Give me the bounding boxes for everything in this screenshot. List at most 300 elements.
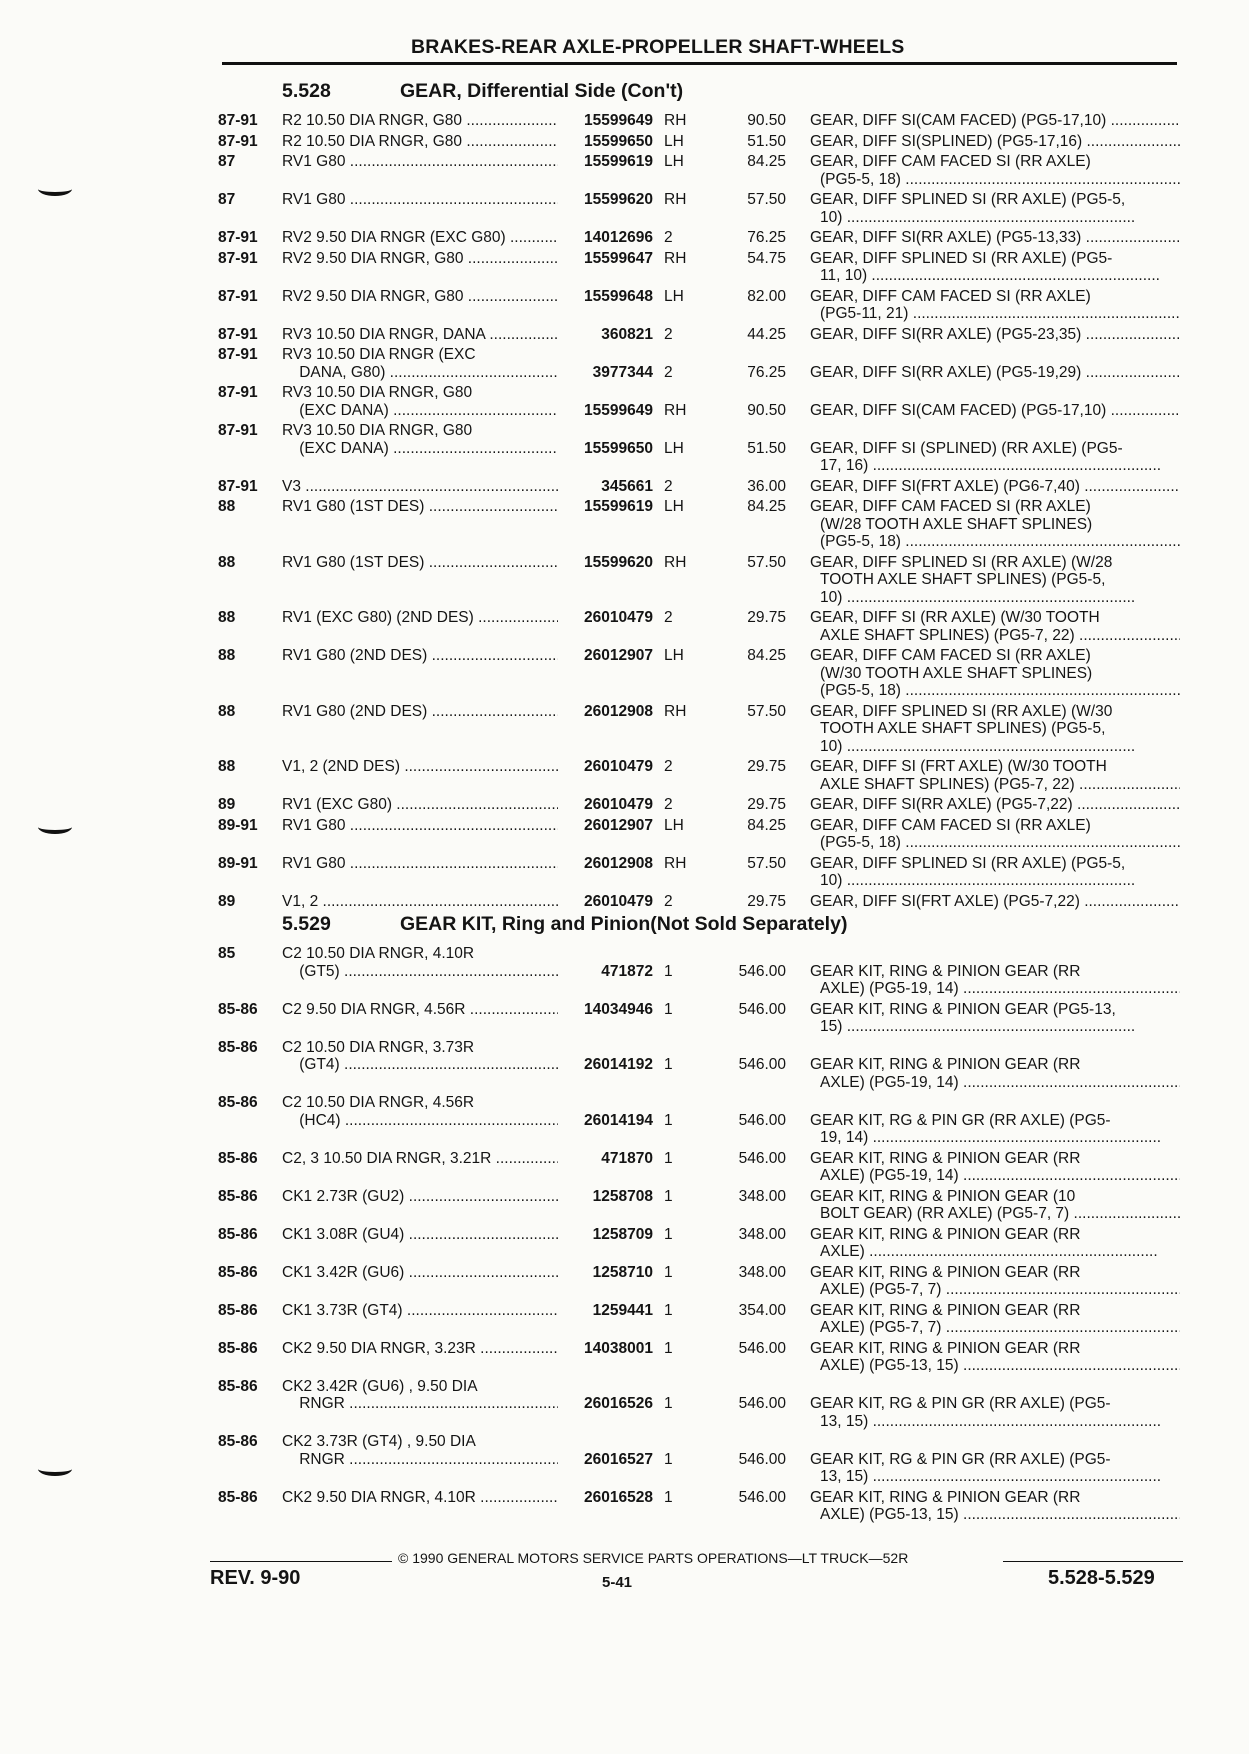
part-number: 360821 <box>601 325 653 343</box>
part-description <box>810 963 1180 998</box>
model-text: RV3 10.50 DIA RNGR, G80 <box>282 422 473 439</box>
footer-page-number: 5-41 <box>602 1574 633 1591</box>
quantity: RH <box>664 191 687 208</box>
part-description <box>810 817 1180 852</box>
price: 57.50 <box>747 702 786 720</box>
model-text: R2 10.50 DIA RNGR, G80 ..... <box>282 112 558 129</box>
description-line: GEAR KIT, RG & PIN GR (RR AXLE) (PG5- <box>810 1111 1111 1129</box>
model-text: RV3 10.50 DIA RNGR, G80 <box>282 384 473 401</box>
price: 57.50 <box>747 854 786 872</box>
part-description <box>810 112 1180 130</box>
quantity: 2 <box>664 477 673 495</box>
section-number: 5.528 <box>282 80 331 102</box>
part-description <box>810 1056 1180 1091</box>
part-description <box>810 893 1180 911</box>
description-line: (PG5-11, 21) ..... <box>810 305 1180 323</box>
description-line: GEAR, DIFF CAM FACED SI (RR AXLE) <box>810 153 1091 170</box>
quantity: 1 <box>664 1056 673 1073</box>
quantity: 1 <box>664 1301 673 1319</box>
model-text: V1, 2 (2ND DES) ..... <box>282 758 558 775</box>
part-number: 1258709 <box>592 1225 653 1243</box>
model-year: 87-91 <box>218 287 258 305</box>
part-description <box>810 758 1180 793</box>
part-description <box>810 1150 1180 1185</box>
part-number: 26010479 <box>584 796 653 813</box>
part-description <box>810 647 1180 700</box>
model-text: RV1 (EXC G80) ..... <box>282 796 558 813</box>
model-text: CK1 3.08R (GU4) ..... <box>282 1226 558 1243</box>
part-number: 471872 <box>601 962 653 980</box>
description-line: GEAR, DIFF SI(CAM FACED) (PG5-17,10) ..... <box>810 402 1180 420</box>
description-line: GEAR KIT, RING & PINION GEAR (RR <box>810 1339 1081 1357</box>
description-line: 10) ..... <box>810 589 1180 607</box>
model-year: 87-91 <box>218 229 258 246</box>
description-line: GEAR, DIFF SI(RR AXLE) (PG5-19,29) ..... <box>810 364 1180 382</box>
footer-revision: REV. 9-90 <box>210 1567 301 1589</box>
part-number: 15599647 <box>584 249 653 267</box>
model-year: 87-91 <box>218 384 258 401</box>
quantity: 1 <box>664 1187 673 1205</box>
part-description <box>810 191 1180 226</box>
description-line: AXLE) (PG5-19, 14) ..... <box>810 1167 1180 1185</box>
part-number: 26014192 <box>584 1056 653 1073</box>
description-line: AXLE) (PG5-13, 15) ..... <box>810 1357 1180 1375</box>
part-description <box>810 1451 1180 1486</box>
model-text: DANA, G80) ..... <box>282 364 558 381</box>
description-line: GEAR KIT, RG & PIN GR (RR AXLE) (PG5- <box>810 1450 1111 1468</box>
price: 54.75 <box>747 249 786 267</box>
description-line: GEAR, DIFF SI(SPLINED) (PG5-17,16) ..... <box>810 133 1180 151</box>
model-year: 89 <box>218 892 236 910</box>
model-year: 87-91 <box>218 325 258 343</box>
part-description <box>810 1489 1180 1524</box>
description-line: GEAR, DIFF SI(RR AXLE) (PG5-23,35) ..... <box>810 326 1180 344</box>
model-year: 85-86 <box>218 1225 258 1243</box>
part-number: 14012696 <box>584 229 653 246</box>
model-text: CK2 3.42R (GU6) , 9.50 DIA <box>282 1377 478 1395</box>
model-text: RV3 10.50 DIA RNGR, DANA ..... <box>282 326 558 343</box>
model-year: 85-86 <box>218 1488 258 1506</box>
description-line: GEAR KIT, RING & PINION GEAR (RR <box>810 1488 1081 1506</box>
part-number: 1258710 <box>592 1263 653 1281</box>
model-year: 88 <box>218 647 236 664</box>
model-year: 85-86 <box>218 1263 258 1281</box>
price: 82.00 <box>747 287 786 305</box>
description-line: GEAR KIT, RING & PINION GEAR (PG5-13, <box>810 1000 1116 1018</box>
description-line: 10) ..... <box>810 872 1180 890</box>
price: 546.00 <box>738 1000 786 1018</box>
price: 51.50 <box>747 439 786 457</box>
description-line: GEAR KIT, RING & PINION GEAR (RR <box>810 1225 1081 1243</box>
price: 36.00 <box>747 477 786 495</box>
price: 348.00 <box>738 1187 786 1205</box>
quantity: LH <box>664 153 684 170</box>
description-line: GEAR KIT, RING & PINION GEAR (RR <box>810 1149 1081 1167</box>
description-line: 19, 14) ..... <box>810 1129 1180 1147</box>
description-line: (PG5-5, 18) ..... <box>810 171 1180 189</box>
model-text: CK1 2.73R (GU2) ..... <box>282 1188 558 1205</box>
part-number: 15599619 <box>584 498 653 515</box>
model-text: V3 ..... <box>282 478 558 495</box>
part-description <box>810 1395 1180 1430</box>
quantity: RH <box>664 401 687 419</box>
model-text: RV1 G80 ..... <box>282 191 558 208</box>
description-line: GEAR, DIFF SI(CAM FACED) (PG5-17,10) ..... <box>810 112 1180 130</box>
quantity: LH <box>664 647 684 664</box>
description-line: AXLE SHAFT SPLINES) (PG5-7, 22) ..... <box>810 776 1180 794</box>
description-line: GEAR, DIFF SPLINED SI (RR AXLE) (PG5- <box>810 249 1113 267</box>
model-text: C2, 3 10.50 DIA RNGR, 3.21R ..... <box>282 1150 558 1167</box>
part-number: 15599650 <box>584 439 653 457</box>
part-description <box>810 1264 1180 1299</box>
model-text: C2 10.50 DIA RNGR, 4.56R <box>282 1094 475 1111</box>
description-line: GEAR KIT, RG & PIN GR (RR AXLE) (PG5- <box>810 1395 1111 1412</box>
model-year: 87 <box>218 153 236 170</box>
model-year: 87-91 <box>218 249 258 267</box>
quantity: 1 <box>664 1488 673 1506</box>
description-line: GEAR, DIFF SI (SPLINED) (RR AXLE) (PG5- <box>810 439 1123 457</box>
description-line: GEAR KIT, RING & PINION GEAR (RR <box>810 1301 1081 1319</box>
description-line: BOLT GEAR) (RR AXLE) (PG5-7, 7) ..... <box>810 1205 1180 1223</box>
model-year: 87-91 <box>218 477 258 495</box>
part-number: 15599620 <box>584 191 653 208</box>
model-year: 85-86 <box>218 1038 258 1056</box>
part-number: 14034946 <box>584 1000 653 1018</box>
part-description <box>810 133 1180 151</box>
model-text: C2 10.50 DIA RNGR, 3.73R <box>282 1038 475 1056</box>
binder-mark <box>38 182 72 196</box>
price: 57.50 <box>747 191 786 208</box>
description-line: GEAR KIT, RING & PINION GEAR (RR <box>810 1056 1081 1073</box>
model-line <box>282 1039 558 1057</box>
part-description <box>810 1001 1180 1036</box>
quantity: LH <box>664 498 684 515</box>
model-text: RV2 9.50 DIA RNGR, G80 ..... <box>282 288 558 305</box>
description-line: GEAR, DIFF SI(FRT AXLE) (PG6-7,40) ..... <box>810 478 1180 496</box>
section-title <box>282 80 683 103</box>
quantity: RH <box>664 249 687 267</box>
quantity: 2 <box>664 758 673 775</box>
model-text: (EXC DANA) ..... <box>282 402 558 419</box>
quantity: 2 <box>664 609 673 626</box>
price: 546.00 <box>738 1149 786 1167</box>
quantity: 2 <box>664 796 673 813</box>
part-number: 15599648 <box>584 287 653 305</box>
model-year: 89-91 <box>218 816 258 834</box>
model-text: CK2 9.50 DIA RNGR, 4.10R ..... <box>282 1489 558 1506</box>
quantity: 1 <box>664 1339 673 1357</box>
quantity: LH <box>664 287 684 305</box>
model-line <box>282 945 558 963</box>
model-text: C2 9.50 DIA RNGR, 4.56R ..... <box>282 1001 558 1018</box>
description-line: 13, 15) ..... <box>810 1468 1180 1486</box>
description-line: GEAR, DIFF SPLINED SI (RR AXLE) (W/28 <box>810 553 1113 571</box>
part-number: 26012908 <box>584 854 653 872</box>
description-line: GEAR, DIFF SI(FRT AXLE) (PG5-7,22) ..... <box>810 893 1180 911</box>
model-text: (EXC DANA) ..... <box>282 440 558 457</box>
part-description <box>810 440 1180 475</box>
part-description <box>810 1340 1180 1375</box>
model-text: RV1 G80 ..... <box>282 153 558 170</box>
part-number: 15599619 <box>584 153 653 170</box>
description-line: 15) ..... <box>810 1018 1180 1036</box>
part-description <box>810 402 1180 420</box>
description-line: AXLE) ..... <box>810 1243 1180 1261</box>
quantity: 2 <box>664 229 673 246</box>
part-description <box>810 1302 1180 1337</box>
description-line: AXLE) (PG5-7, 7) ..... <box>810 1281 1180 1299</box>
model-year: 85-86 <box>218 1377 258 1395</box>
model-text: R2 10.50 DIA RNGR, G80 ..... <box>282 133 558 150</box>
part-number: 15599649 <box>584 401 653 419</box>
model-year: 88 <box>218 609 236 626</box>
part-number: 26014194 <box>584 1111 653 1129</box>
part-number: 15599650 <box>584 132 653 150</box>
section-heading: GEAR, Differential Side (Con't) <box>400 80 684 102</box>
part-number: 15599620 <box>584 553 653 571</box>
part-number: 26012908 <box>584 702 653 720</box>
part-description <box>810 498 1180 551</box>
price: 546.00 <box>738 1111 786 1129</box>
description-line: GEAR KIT, RING & PINION GEAR (RR <box>810 962 1081 980</box>
price: 84.25 <box>747 647 786 664</box>
part-description <box>810 153 1180 188</box>
part-description <box>810 554 1180 607</box>
part-description <box>810 478 1180 496</box>
description-line: AXLE) (PG5-19, 14) ..... <box>810 1074 1180 1092</box>
model-text: RV1 G80 (2ND DES) ..... <box>282 703 558 720</box>
model-text: V1, 2 ..... <box>282 893 558 910</box>
description-line: AXLE) (PG5-19, 14) ..... <box>810 980 1180 998</box>
description-line: GEAR, DIFF CAM FACED SI (RR AXLE) <box>810 498 1091 515</box>
description-line: GEAR, DIFF SPLINED SI (RR AXLE) (W/30 <box>810 702 1113 720</box>
description-line: TOOTH AXLE SHAFT SPLINES) (PG5-5, <box>820 720 1106 737</box>
model-year: 87 <box>218 191 236 208</box>
price: 546.00 <box>738 1395 786 1412</box>
price: 76.25 <box>747 363 786 381</box>
part-number: 26012907 <box>584 647 653 664</box>
part-number: 345661 <box>601 477 653 495</box>
part-number: 471870 <box>601 1149 653 1167</box>
part-description <box>810 855 1180 890</box>
binder-mark <box>38 820 72 834</box>
price: 84.25 <box>747 153 786 170</box>
description-line: GEAR KIT, RING & PINION GEAR (RR <box>810 1263 1081 1281</box>
price: 57.50 <box>747 553 786 571</box>
model-text: RV2 9.50 DIA RNGR (EXC G80) ..... <box>282 229 558 246</box>
price: 29.75 <box>747 758 786 775</box>
model-text: (HC4) ..... <box>282 1112 558 1129</box>
description-line: TOOTH AXLE SHAFT SPLINES) (PG5-5, <box>820 571 1106 588</box>
part-description <box>810 1188 1180 1223</box>
model-line <box>282 1378 558 1396</box>
price: 546.00 <box>738 1488 786 1506</box>
header-rule <box>222 62 1177 65</box>
model-text: RV1 G80 ..... <box>282 817 558 834</box>
part-number: 15599649 <box>584 112 653 129</box>
model-text: RV1 (EXC G80) (2ND DES) ..... <box>282 609 558 626</box>
quantity: 1 <box>664 1395 673 1412</box>
quantity: 2 <box>664 892 673 910</box>
description-line: GEAR, DIFF SPLINED SI (RR AXLE) (PG5-5, <box>810 191 1126 208</box>
part-number: 26016528 <box>584 1488 653 1506</box>
model-text: (GT4) ..... <box>282 1056 558 1073</box>
section-number: 5.529 <box>282 913 331 935</box>
description-line: GEAR, DIFF CAM FACED SI (RR AXLE) <box>810 287 1091 305</box>
quantity: RH <box>664 854 687 872</box>
description-line: GEAR, DIFF SI(RR AXLE) (PG5-13,33) ..... <box>810 229 1180 247</box>
description-line: (PG5-5, 18) ..... <box>810 682 1180 700</box>
part-number: 26010479 <box>584 892 653 910</box>
model-text: C2 10.50 DIA RNGR, 4.10R <box>282 945 475 962</box>
price: 348.00 <box>738 1263 786 1281</box>
description-line: (PG5-5, 18) ..... <box>810 533 1180 551</box>
part-description <box>810 326 1180 344</box>
model-text: RV3 10.50 DIA RNGR (EXC <box>282 346 476 363</box>
price: 84.25 <box>747 498 786 515</box>
price: 546.00 <box>738 962 786 980</box>
description-line: AXLE) (PG5-13, 15) ..... <box>810 1506 1180 1524</box>
model-year: 87-91 <box>218 112 258 129</box>
model-year: 88 <box>218 498 236 515</box>
part-number: 26010479 <box>584 609 653 626</box>
model-year: 85-86 <box>218 1149 258 1167</box>
model-text: (GT5) ..... <box>282 963 558 980</box>
footer-section-range: 5.528-5.529 <box>1048 1567 1155 1589</box>
quantity: 1 <box>664 1000 673 1018</box>
description-line: 13, 15) ..... <box>810 1413 1180 1431</box>
description-line: GEAR, DIFF SI (FRT AXLE) (W/30 TOOTH <box>810 758 1107 775</box>
model-line <box>282 1094 558 1112</box>
model-text: RV1 G80 (1ST DES) ..... <box>282 498 558 515</box>
price: 546.00 <box>738 1339 786 1357</box>
model-text: RV2 9.50 DIA RNGR, G80 ..... <box>282 250 558 267</box>
part-description <box>810 229 1180 247</box>
model-year: 88 <box>218 758 236 775</box>
model-year: 89-91 <box>218 854 258 872</box>
part-number: 26016526 <box>584 1395 653 1412</box>
quantity: 1 <box>664 1149 673 1167</box>
section-heading: GEAR KIT, Ring and Pinion(Not Sold Separately) <box>400 913 848 935</box>
description-line: (W/28 TOOTH AXLE SHAFT SPLINES) <box>820 515 1093 533</box>
quantity: RH <box>664 112 687 129</box>
quantity: RH <box>664 553 687 571</box>
quantity: 1 <box>664 962 673 980</box>
footer-rule-left <box>210 1561 392 1562</box>
page-header: BRAKES-REAR AXLE-PROPELLER SHAFT-WHEELS <box>411 36 905 58</box>
description-line: AXLE) (PG5-7, 7) ..... <box>810 1319 1180 1337</box>
part-number: 26012907 <box>584 816 653 834</box>
part-description <box>810 288 1180 323</box>
model-text: RNGR ..... <box>282 1451 558 1468</box>
binder-mark <box>38 1462 72 1476</box>
quantity: 2 <box>664 325 673 343</box>
quantity: 1 <box>664 1263 673 1281</box>
model-line <box>282 346 558 364</box>
model-year: 88 <box>218 702 236 720</box>
part-number: 26016527 <box>584 1450 653 1468</box>
model-text: RV1 G80 ..... <box>282 855 558 872</box>
part-description <box>810 796 1180 814</box>
model-year: 88 <box>218 553 236 571</box>
description-line: 11, 10) ..... <box>810 267 1180 285</box>
quantity: 1 <box>664 1111 673 1129</box>
model-year: 85 <box>218 945 236 962</box>
part-number: 14038001 <box>584 1339 653 1357</box>
description-line: 10) ..... <box>810 738 1180 756</box>
quantity: RH <box>664 702 687 720</box>
model-text: RV1 G80 (1ST DES) ..... <box>282 554 558 571</box>
part-description <box>810 1112 1180 1147</box>
quantity: LH <box>664 816 684 834</box>
part-number: 1259441 <box>592 1301 653 1319</box>
model-text: RNGR ..... <box>282 1395 558 1412</box>
description-line: GEAR, DIFF SI(RR AXLE) (PG5-7,22) ..... <box>810 796 1180 814</box>
part-description <box>810 364 1180 382</box>
model-line <box>282 422 558 440</box>
price: 546.00 <box>738 1056 786 1073</box>
description-line: GEAR, DIFF SPLINED SI (RR AXLE) (PG5-5, <box>810 854 1126 872</box>
model-year: 85-86 <box>218 1094 258 1111</box>
description-line: (PG5-5, 18) ..... <box>810 834 1180 852</box>
part-number: 3977344 <box>592 363 653 381</box>
price: 29.75 <box>747 796 786 813</box>
model-text: CK2 3.73R (GT4) , 9.50 DIA <box>282 1433 476 1450</box>
price: 546.00 <box>738 1450 786 1468</box>
section-title <box>282 913 847 936</box>
model-year: 85-86 <box>218 1187 258 1205</box>
part-number: 1258708 <box>592 1187 653 1205</box>
model-line <box>282 384 558 402</box>
description-line: GEAR, DIFF SI (RR AXLE) (W/30 TOOTH <box>810 609 1100 626</box>
description-line: 17, 16) ..... <box>810 457 1180 475</box>
model-year: 85-86 <box>218 1301 258 1319</box>
quantity: LH <box>664 132 684 150</box>
model-text: CK1 3.42R (GU6) ..... <box>282 1264 558 1281</box>
quantity: 1 <box>664 1225 673 1243</box>
model-year: 89 <box>218 796 236 813</box>
quantity: LH <box>664 439 684 457</box>
description-line: AXLE SHAFT SPLINES) (PG5-7, 22) ..... <box>810 627 1180 645</box>
quantity: 2 <box>664 363 673 381</box>
footer-rule-right <box>1003 1561 1183 1562</box>
model-year: 87-91 <box>218 422 258 439</box>
quantity: 1 <box>664 1450 673 1468</box>
price: 29.75 <box>747 892 786 910</box>
description-line: GEAR, DIFF CAM FACED SI (RR AXLE) <box>810 816 1091 834</box>
model-year: 85-86 <box>218 1000 258 1018</box>
description-line: GEAR, DIFF CAM FACED SI (RR AXLE) <box>810 647 1091 664</box>
description-line: GEAR KIT, RING & PINION GEAR (10 <box>810 1187 1076 1205</box>
price: 44.25 <box>747 325 786 343</box>
footer-copyright: © 1990 GENERAL MOTORS SERVICE PARTS OPERATIONS—LT TRUCK—52R <box>398 1550 909 1566</box>
model-year: 85-86 <box>218 1433 258 1450</box>
model-year: 87-91 <box>218 346 258 363</box>
description-line: 10) ..... <box>810 209 1180 227</box>
price: 348.00 <box>738 1225 786 1243</box>
part-description <box>810 1226 1180 1261</box>
price: 29.75 <box>747 609 786 626</box>
price: 90.50 <box>747 112 786 129</box>
description-line: (W/30 TOOTH AXLE SHAFT SPLINES) <box>820 664 1093 682</box>
part-description <box>810 250 1180 285</box>
price: 90.50 <box>747 401 786 419</box>
model-year: 85-86 <box>218 1339 258 1357</box>
model-year: 87-91 <box>218 132 258 150</box>
price: 354.00 <box>738 1301 786 1319</box>
price: 51.50 <box>747 132 786 150</box>
model-line <box>282 1433 558 1451</box>
